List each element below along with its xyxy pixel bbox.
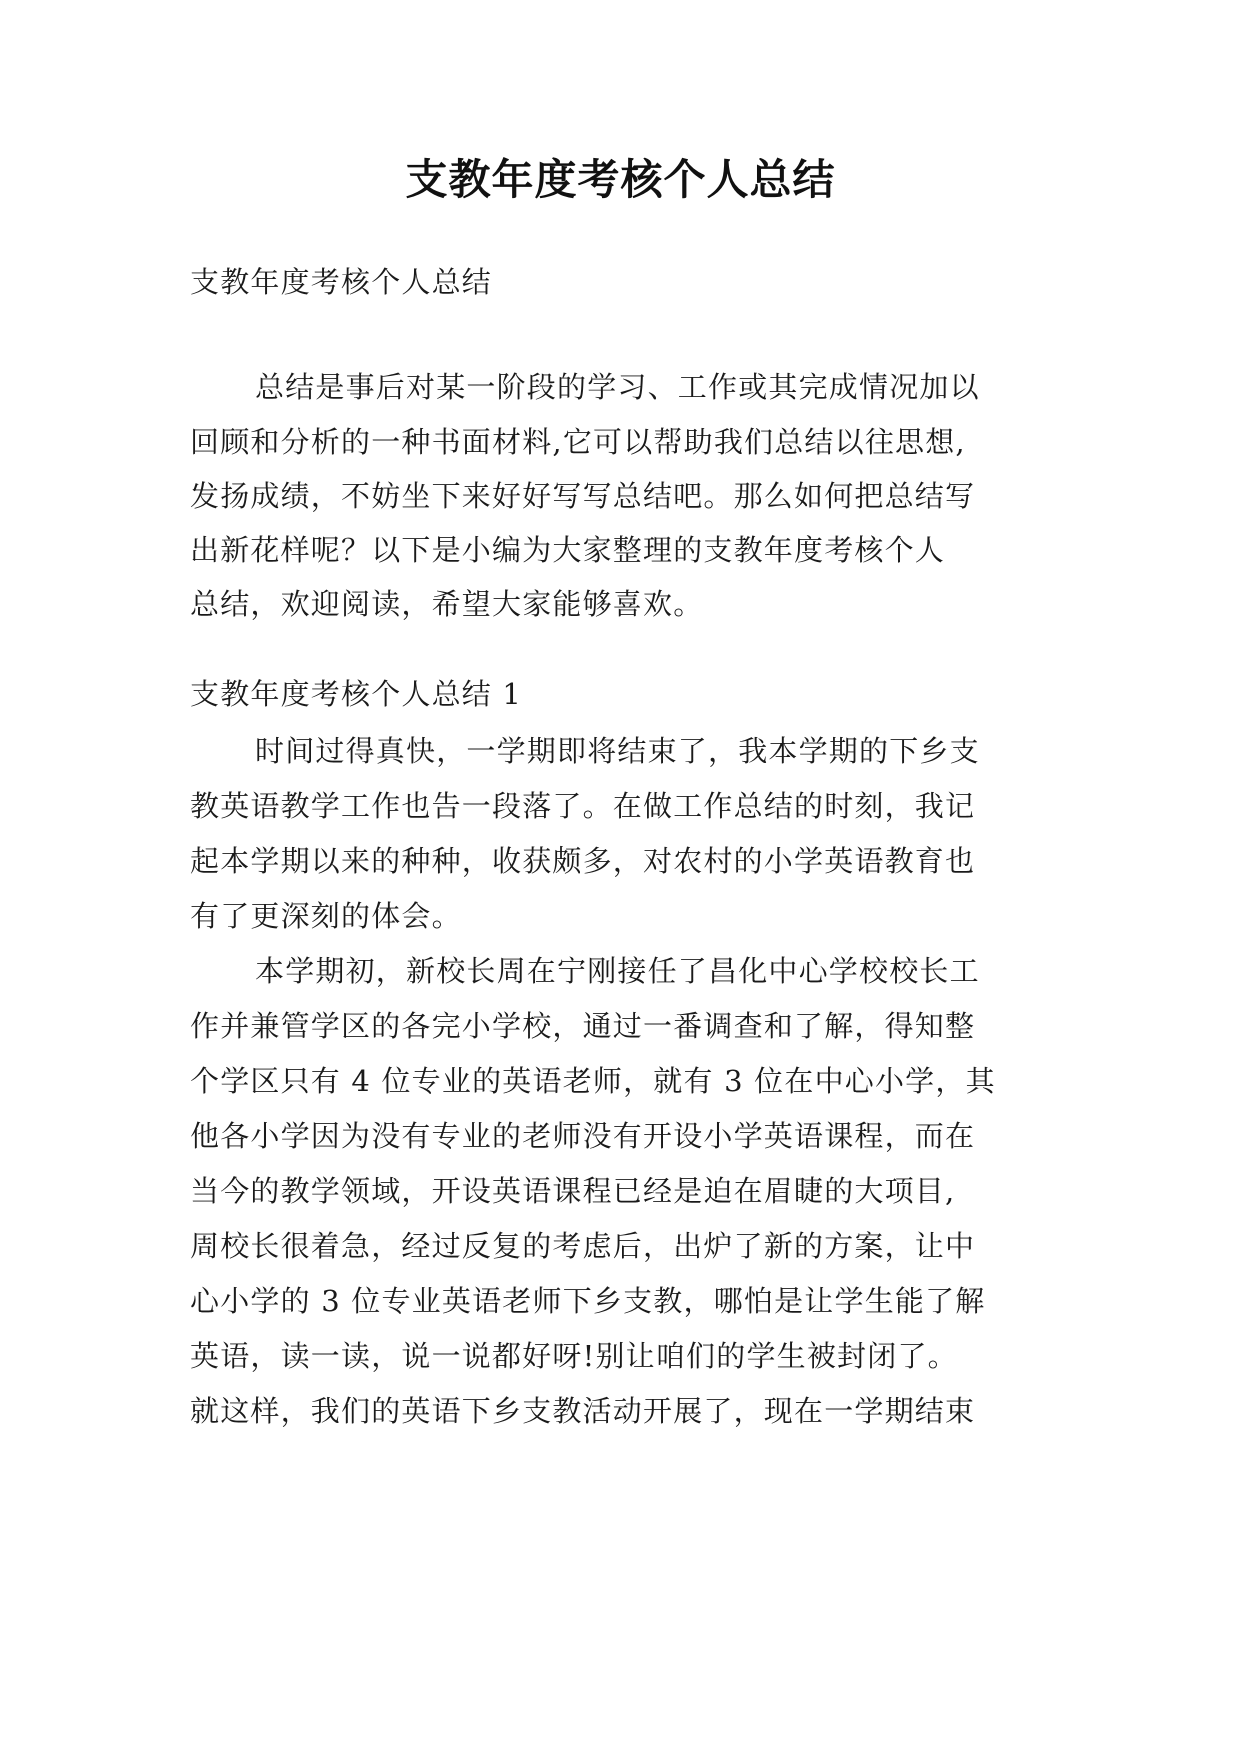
paragraph-line: 本学期初，新校长周在宁刚接任了昌化中心学校校长工 [255, 954, 980, 988]
paragraph-line: 作并兼管学区的各完小学校，通过一番调查和了解，得知整 [190, 1009, 976, 1043]
document-title: 支教年度考核个人总结 [405, 155, 836, 204]
intro-line: 发扬成绩，不妨坐下来好好写写总结吧。那么如何把总结写 [190, 479, 976, 513]
intro-line: 总结是事后对某一阶段的学习、工作或其完成情况加以 [255, 370, 980, 404]
intro-line: 回顾和分析的一种书面材料,它可以帮助我们总结以往思想, [190, 425, 966, 459]
intro-line: 总结，欢迎阅读，希望大家能够喜欢。 [190, 587, 704, 621]
paragraph-line: 教英语教学工作也告一段落了。在做工作总结的时刻，我记 [190, 789, 976, 823]
paragraph-line: 起本学期以来的种种，收获颇多，对农村的小学英语教育也 [190, 844, 976, 878]
paragraph-line: 他各小学因为没有专业的老师没有开设小学英语课程，而在 [190, 1119, 976, 1153]
paragraph-line: 英语，读一读，说一说都好呀!别让咱们的学生被封闭了。 [190, 1339, 958, 1373]
paragraph-line: 当今的教学领域，开设英语课程已经是迫在眉睫的大项目, [190, 1174, 956, 1208]
paragraph-line: 心小学的 3 位专业英语老师下乡支教，哪怕是让学生能了解 [190, 1284, 986, 1318]
paragraph-line: 个学区只有 4 位专业的英语老师，就有 3 位在中心小学，其 [190, 1064, 996, 1098]
paragraph-line: 周校长很着急，经过反复的考虑后，出炉了新的方案，让中 [190, 1229, 976, 1263]
document-subtitle: 支教年度考核个人总结 [190, 265, 493, 299]
intro-line: 出新花样呢？以下是小编为大家整理的支教年度考核个人 [190, 533, 946, 567]
paragraph-line: 时间过得真快，一学期即将结束了，我本学期的下乡支 [255, 734, 980, 768]
paragraph-line: 有了更深刻的体会。 [190, 899, 462, 933]
paragraph-line: 就这样，我们的英语下乡支教活动开展了，现在一学期结束 [190, 1394, 976, 1428]
section-heading: 支教年度考核个人总结 1 [190, 677, 523, 711]
